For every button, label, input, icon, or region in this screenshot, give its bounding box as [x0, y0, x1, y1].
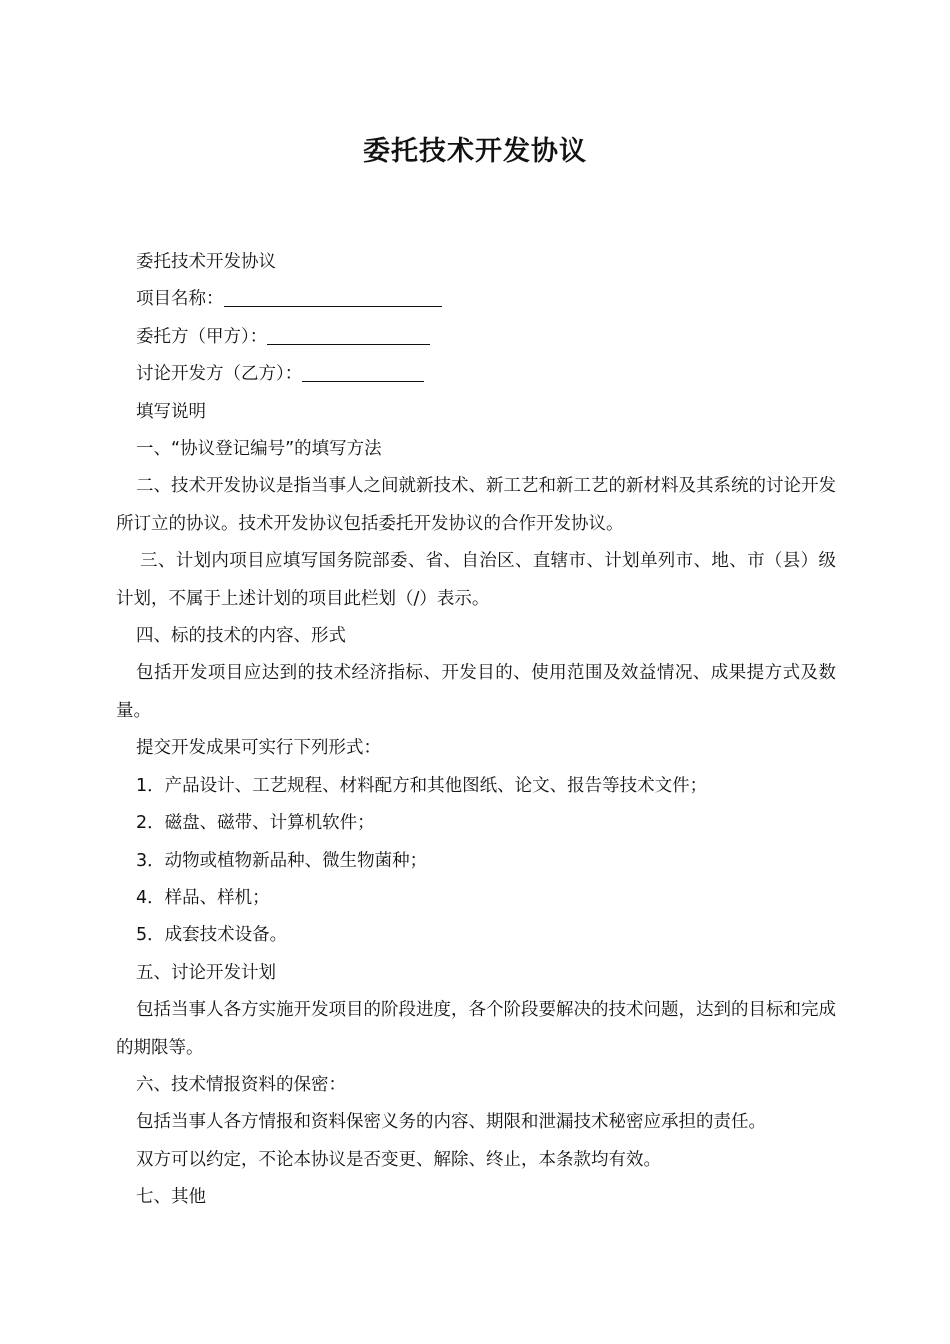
list-item-2: 2．磁盘、磁带、计算机软件； [136, 813, 375, 834]
paragraph-section-4: 四、标的技术的内容、形式 [136, 626, 346, 647]
paragraph-section-5: 五、讨论开发计划 [136, 962, 276, 983]
paragraph-section-2: 二、技术开发协议是指当事人之间就新技术、新工艺和新工艺的新材料及其系统的讨论开发所订立的协议。技术开发协议包括委托开发协议的合作开发协议。 [116, 476, 836, 534]
party-a-blank [267, 324, 430, 345]
party-b-label: 讨论开发方（乙方）： [136, 364, 303, 385]
party-a-label: 委托方（甲方）： [136, 326, 268, 347]
paragraph-section-6: 六、技术情报资料的保密： [136, 1074, 346, 1095]
list-item-1: 1．产品设计、工艺规程、材料配方和其他图纸、论文、报告等技术文件； [136, 775, 708, 796]
paragraph-section-7: 七、其他 [136, 1187, 206, 1208]
paragraph-section-6-body: 包括当事人各方情报和资料保密义务的内容、期限和泄漏技术秘密应承担的责任。 [136, 1112, 766, 1133]
paragraph-deliverables-intro: 提交开发成果可实行下列形式： [136, 738, 381, 759]
paragraph-section-3: 三、计划内项目应填写国务院部委、省、自治区、直辖市、计划单列市、地、市（县）级计划，不属于上述计划的项目此栏划（/）表示。 [116, 551, 836, 609]
party-b-blank [302, 361, 424, 382]
project-name-label: 项目名称： [136, 289, 224, 310]
paragraph-project-name [116, 281, 836, 318]
document-title: 委托技术开发协议 [363, 136, 587, 167]
paragraph-section-5-body: 包括当事人各方实施开发项目的阶段进度，各个阶段要解决的技术问题，达到的目标和完成的期限等。 [116, 1000, 836, 1058]
document-body [116, 244, 836, 1217]
paragraph-section-6-note: 双方可以约定，不论本协议是否变更、解除、终止，本条款均有效。 [136, 1149, 661, 1170]
paragraph-party-b [116, 356, 836, 393]
list-item-5: 5．成套技术设备。 [136, 925, 288, 946]
paragraph-section-4-body: 包括开发项目应达到的技术经济指标、开发目的、使用范围及效益情况、成果提方式及数量。 [116, 663, 836, 721]
list-item-3: 3．动物或植物新品种、微生物菌种； [136, 850, 428, 871]
paragraph-party-a [116, 319, 836, 356]
paragraph-section-1: 一、“协议登记编号”的填写方法 [136, 439, 382, 460]
project-name-blank [224, 286, 442, 307]
paragraph-heading: 委托技术开发协议 [136, 252, 276, 272]
list-item-4: 4．样品、样机； [136, 887, 270, 908]
paragraph-instructions: 填写说明 [136, 401, 206, 422]
